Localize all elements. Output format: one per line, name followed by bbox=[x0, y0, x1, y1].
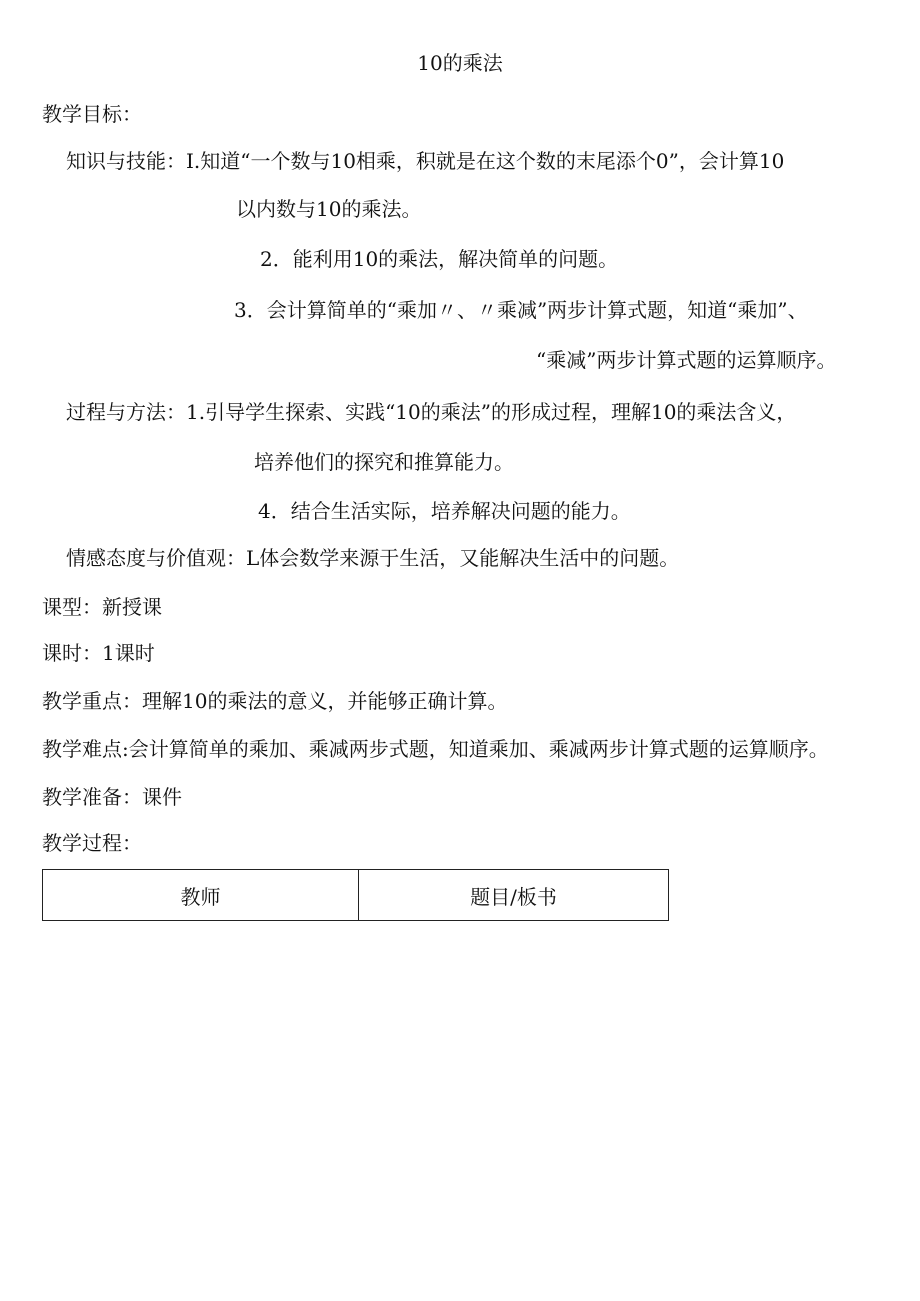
process-item-4: 4．结合生活实际，培养解决问题的能力。 bbox=[258, 499, 631, 523]
table-row bbox=[43, 870, 669, 921]
lesson-type: 课型：新授课 bbox=[42, 595, 162, 619]
key-point: 教学重点：理解10的乘法的意义，并能够正确计算。 bbox=[42, 689, 508, 713]
document-title: 10的乘法 bbox=[417, 51, 503, 75]
objectives-heading: 教学目标： bbox=[42, 102, 142, 126]
process-method-line-1: 过程与方法：1.引导学生探索、实践“10的乘法”的形成过程，理解10的乘法含义， bbox=[66, 400, 797, 424]
knowledge-item-3-line-2: “乘减”两步计算式题的运算顺序。 bbox=[536, 348, 837, 372]
procedure-table bbox=[42, 869, 669, 921]
table-header-board: 题目/板书 bbox=[359, 870, 669, 921]
process-method-line-2: 培养他们的探究和推算能力。 bbox=[254, 450, 514, 474]
preparation: 教学准备：课件 bbox=[42, 785, 182, 809]
knowledge-skills-line-1: 知识与技能：I.知道“一个数与10相乘，积就是在这个数的末尾添个0”，会计算10 bbox=[66, 149, 785, 173]
procedure-heading: 教学过程： bbox=[42, 831, 142, 855]
knowledge-item-3-line-1: 3．会计算简单的“乘加〃、〃乘减”两步计算式题，知道“乘加”、 bbox=[234, 298, 808, 322]
knowledge-skills-line-2: 以内数与10的乘法。 bbox=[236, 197, 422, 221]
lesson-hours: 课时：1课时 bbox=[42, 641, 155, 665]
table-header-teacher: 教师 bbox=[43, 870, 359, 921]
attitude-values: 情感态度与价值观：L体会数学来源于生活，又能解决生活中的问题。 bbox=[66, 546, 680, 570]
knowledge-item-2: 2．能利用10的乘法，解决简单的问题。 bbox=[260, 247, 619, 271]
difficulty: 教学难点:会计算简单的乘加、乘减两步式题，知道乘加、乘减两步计算式题的运算顺序。 bbox=[42, 737, 829, 761]
